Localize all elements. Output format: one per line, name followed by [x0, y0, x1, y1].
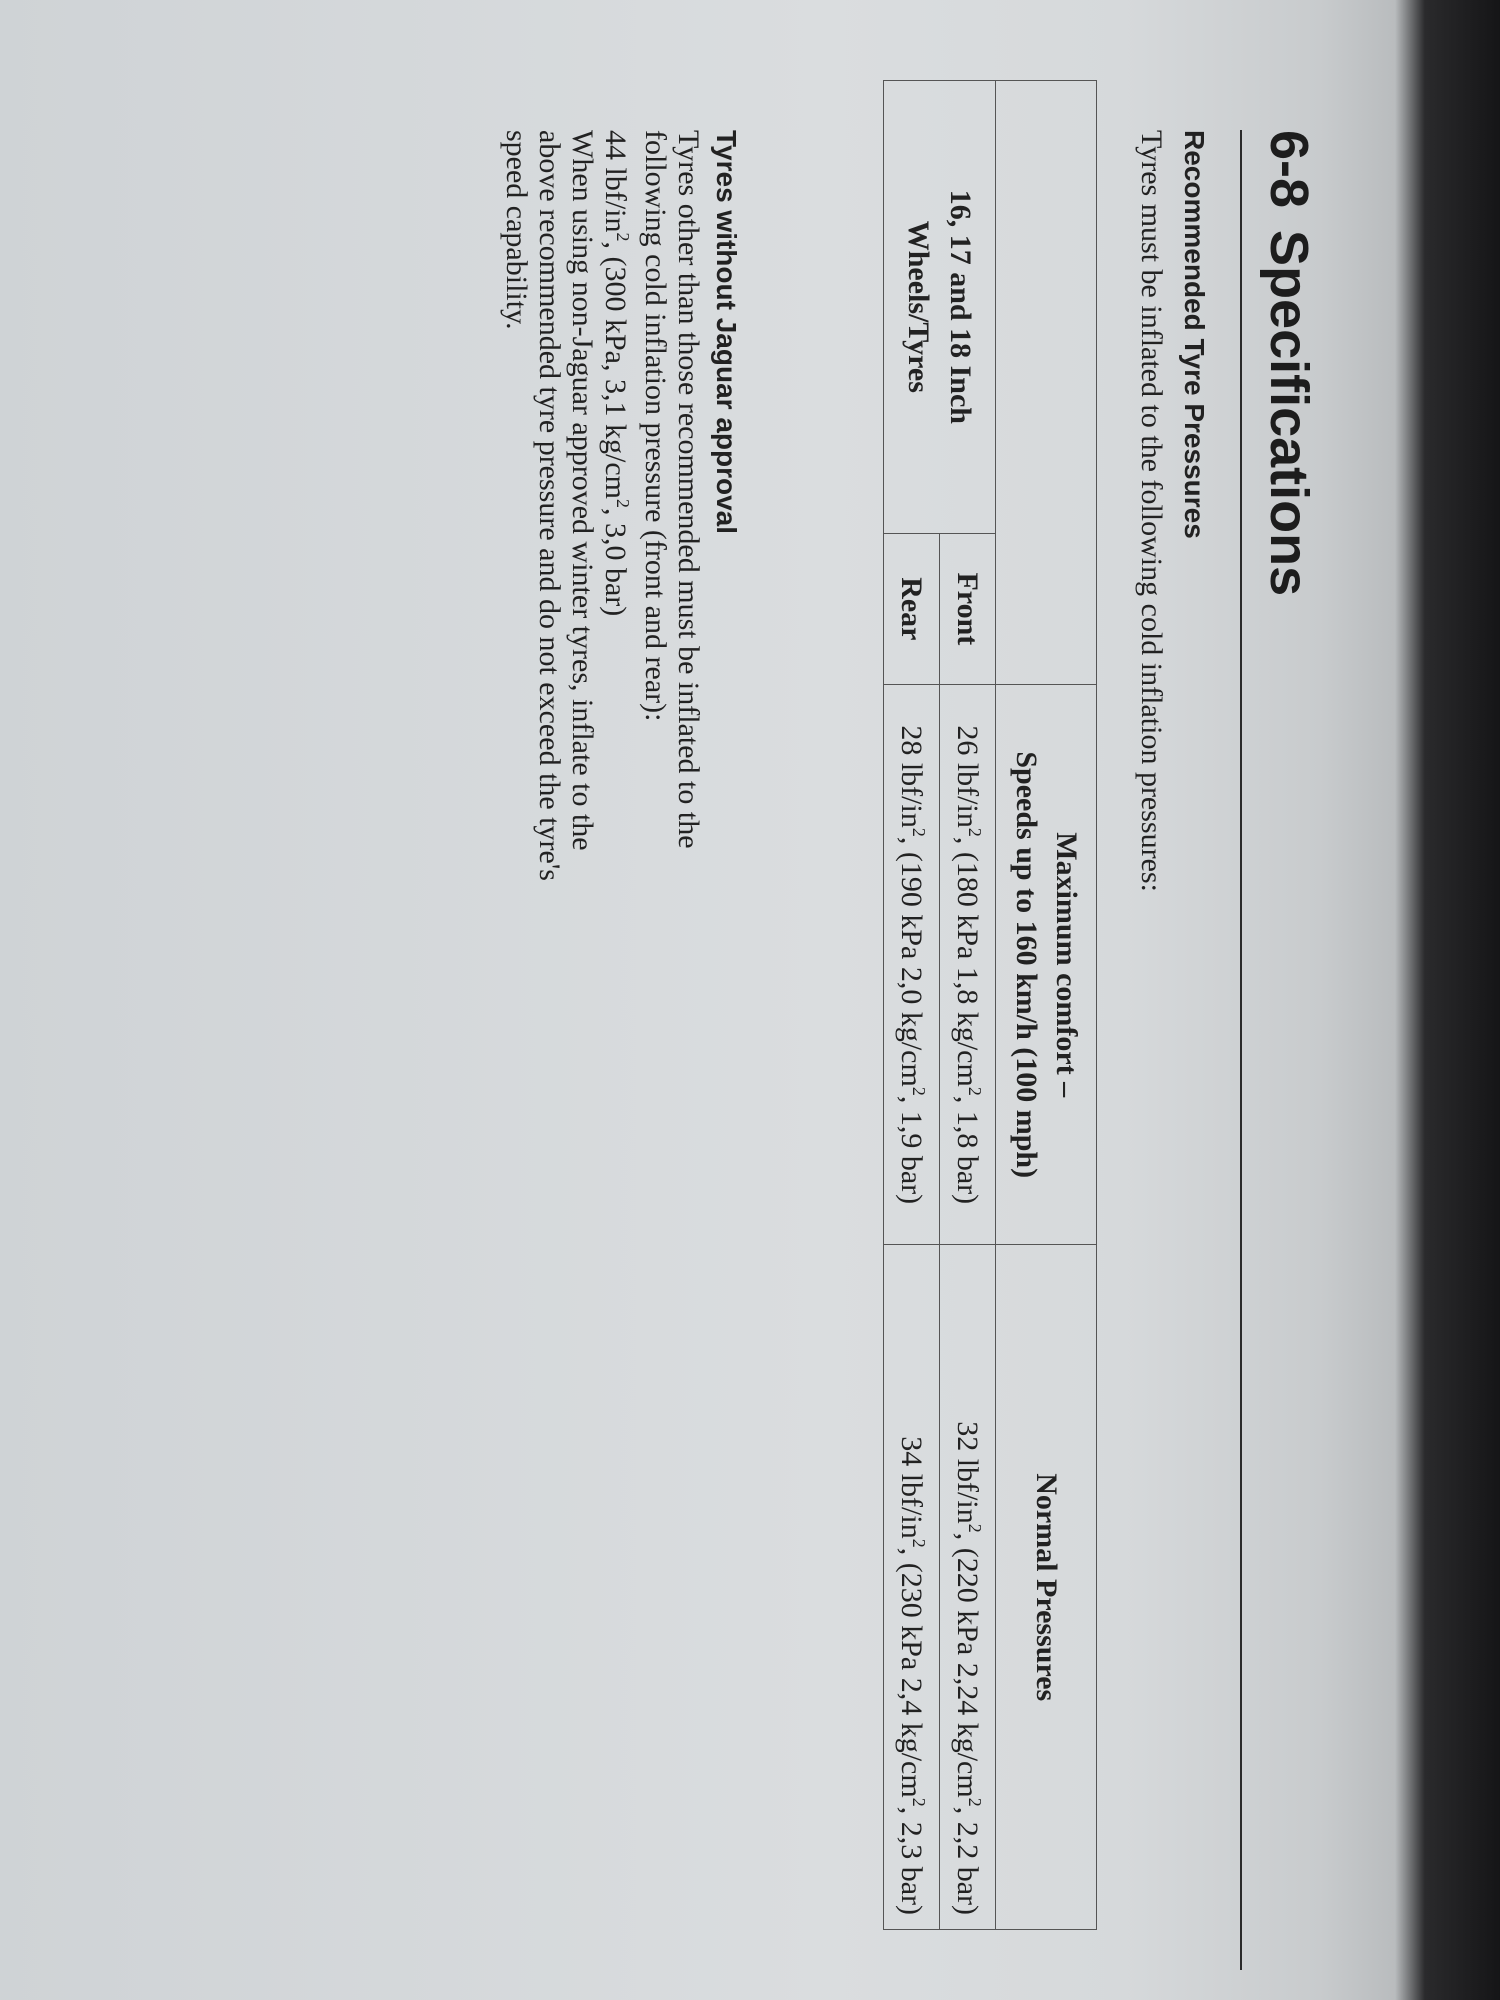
section-intro: Tyres must be inflated to the following cold inflation pressures:	[1135, 130, 1168, 892]
chapter-heading	[1258, 130, 1320, 596]
table-header-row	[996, 81, 1097, 1930]
chapter-title: Specifications	[1259, 230, 1319, 597]
approval-para1-line2: following cold inflation pressure (front and rear):	[639, 130, 672, 722]
chapter-number: 6-8	[1259, 130, 1319, 209]
front-max-comfort-value: 26 lbf/$in^2$, (180 kPa 1,8 $kg/cm^2$, 1,8 bar)	[940, 685, 996, 1245]
approval-para2-line3: speed capability.	[500, 130, 533, 330]
table-row	[940, 81, 996, 1930]
header-max-line2: Speeds up to 160 km/h (100 mph)	[1010, 751, 1043, 1179]
approval-para2-line2: above recommended tyre pressure and do not exceed the tyre's	[533, 130, 566, 881]
manual-page	[0, 30, 1360, 1930]
approval-heading: Tyres without Jaguar approval	[711, 130, 742, 535]
wheels-cell	[884, 81, 996, 534]
approval-body	[500, 130, 705, 1230]
position-rear: Rear	[884, 533, 940, 684]
heading-rule	[1240, 130, 1242, 1970]
header-blank-cell	[996, 81, 1097, 685]
tyre-pressure-table	[883, 80, 1097, 1930]
wheels-line1: 16, 17 and 18 Inch	[944, 189, 978, 424]
approval-pressure: 44 lbf/$in^2$, (300 kPa, 3,1 $kg/cm^2$, 3,0 bar)	[599, 130, 633, 617]
wheels-line2: Wheels/Tyres	[902, 220, 936, 393]
header-max-comfort	[996, 685, 1097, 1245]
header-max-line1: Maximum comfort –	[1050, 832, 1083, 1098]
approval-para2-line1: When using non-Jaguar approved winter tyres, inflate to the	[566, 130, 599, 851]
header-normal-pressures: Normal Pressures	[996, 1245, 1097, 1930]
approval-para1-line1: Tyres other than those recommended must be inflated to the	[672, 130, 705, 849]
front-normal-value: 32 lbf/$in^2$, (220 kPa 2,24 $kg/cm^2$, 2,2 bar)	[940, 1245, 996, 1930]
rear-normal-value: 34 lbf/$in^2$, (230 kPa 2,4 $kg/cm^2$, 2,3 bar)	[884, 1245, 940, 1930]
section-heading: Recommended Tyre Pressures	[1179, 130, 1210, 539]
position-front: Front	[940, 533, 996, 684]
rear-max-comfort-value: 28 lbf/$in^2$, (190 kPa 2,0 $kg/cm^2$, 1,9 bar)	[884, 685, 940, 1245]
